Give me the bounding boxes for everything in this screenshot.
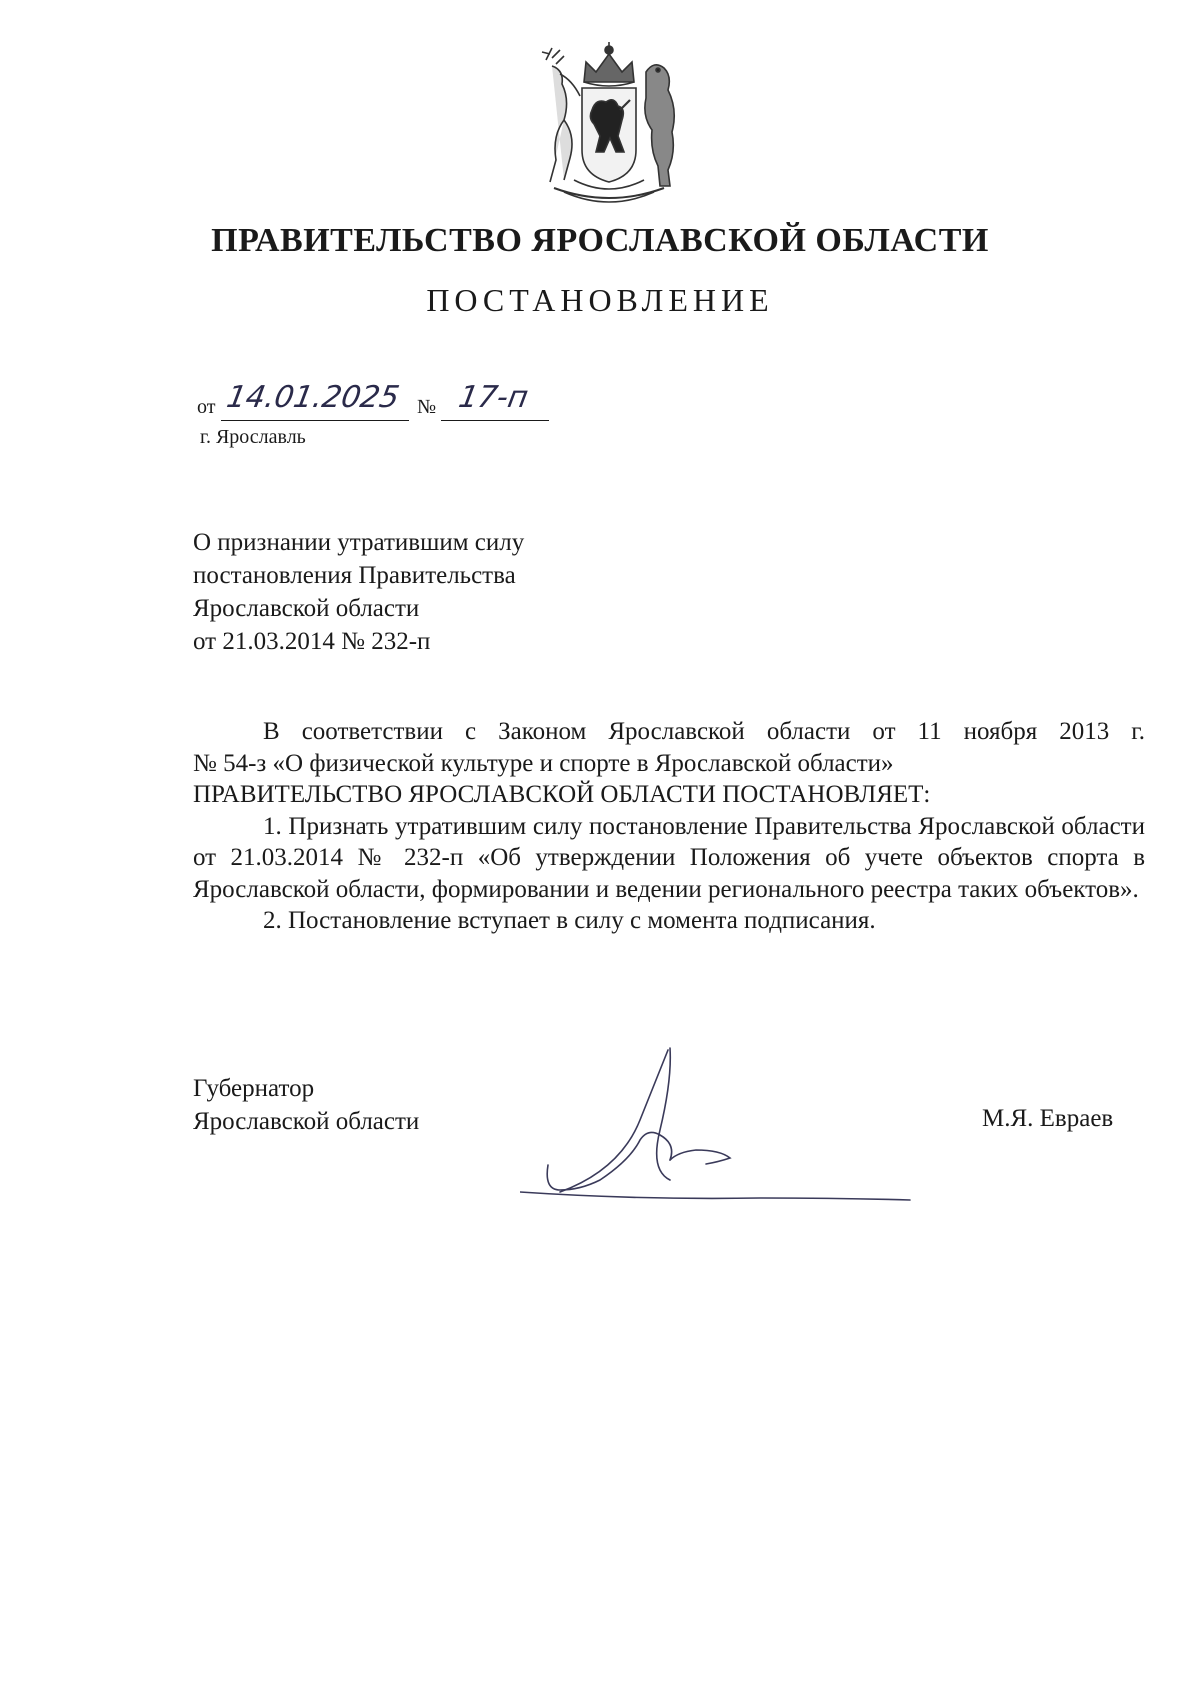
document-subject [193,526,524,658]
subject-line: постановления Правительства [193,562,516,589]
date-value: 14.01.2025 [223,380,402,415]
preamble-line-2: № 54-з «О физической культуре и спорте в Ярославской области» [193,749,894,777]
subject-line: О признании утратившим силу [193,529,525,556]
item-1: 1. Признать утратившим силу постановление Правительства Ярославской области от 21.03.2014 № 232-п «Об утверждении Положения об учете объектов спорта в Ярославской области, формировании и ведении регионального реестра таких объектов». [193,812,1145,903]
subject-line: от 21.03.2014 № 232-п [193,628,431,655]
item-2: 2. Постановление вступает в силу с момента подписания. [263,907,876,934]
signatory-name: М.Я. Евраев [982,1105,1114,1132]
date-underline [221,420,409,421]
number-underline [441,420,549,421]
registration-line [197,380,557,422]
position-line-1: Губернатор [193,1075,315,1102]
number-value: 17-п [455,380,531,415]
number-label: № [417,396,437,418]
resolves-line: ПРАВИТЕЛЬСТВО ЯРОСЛАВСКОЙ ОБЛАСТИ ПОСТАНОВЛЯЕТ: [193,781,931,808]
date-label: от [197,396,216,418]
city: г. Ярославль [200,426,306,448]
organization-title: ПРАВИТЕЛЬСТВО ЯРОСЛАВСКОЙ ОБЛАСТИ [211,222,989,259]
signatory-position [193,1072,419,1138]
subject-line: Ярославской области [193,595,420,622]
document-type: ПОСТАНОВЛЕНИЕ [426,282,774,318]
preamble-line-1: В соответствии с Законом Ярославской области от 11 ноября 2013 г. [263,718,1145,745]
handwritten-signature-icon [520,1040,930,1215]
position-line-2: Ярославской области [193,1108,420,1135]
document-body [193,716,1145,937]
yaroslavl-coat-of-arms-icon [534,40,684,205]
